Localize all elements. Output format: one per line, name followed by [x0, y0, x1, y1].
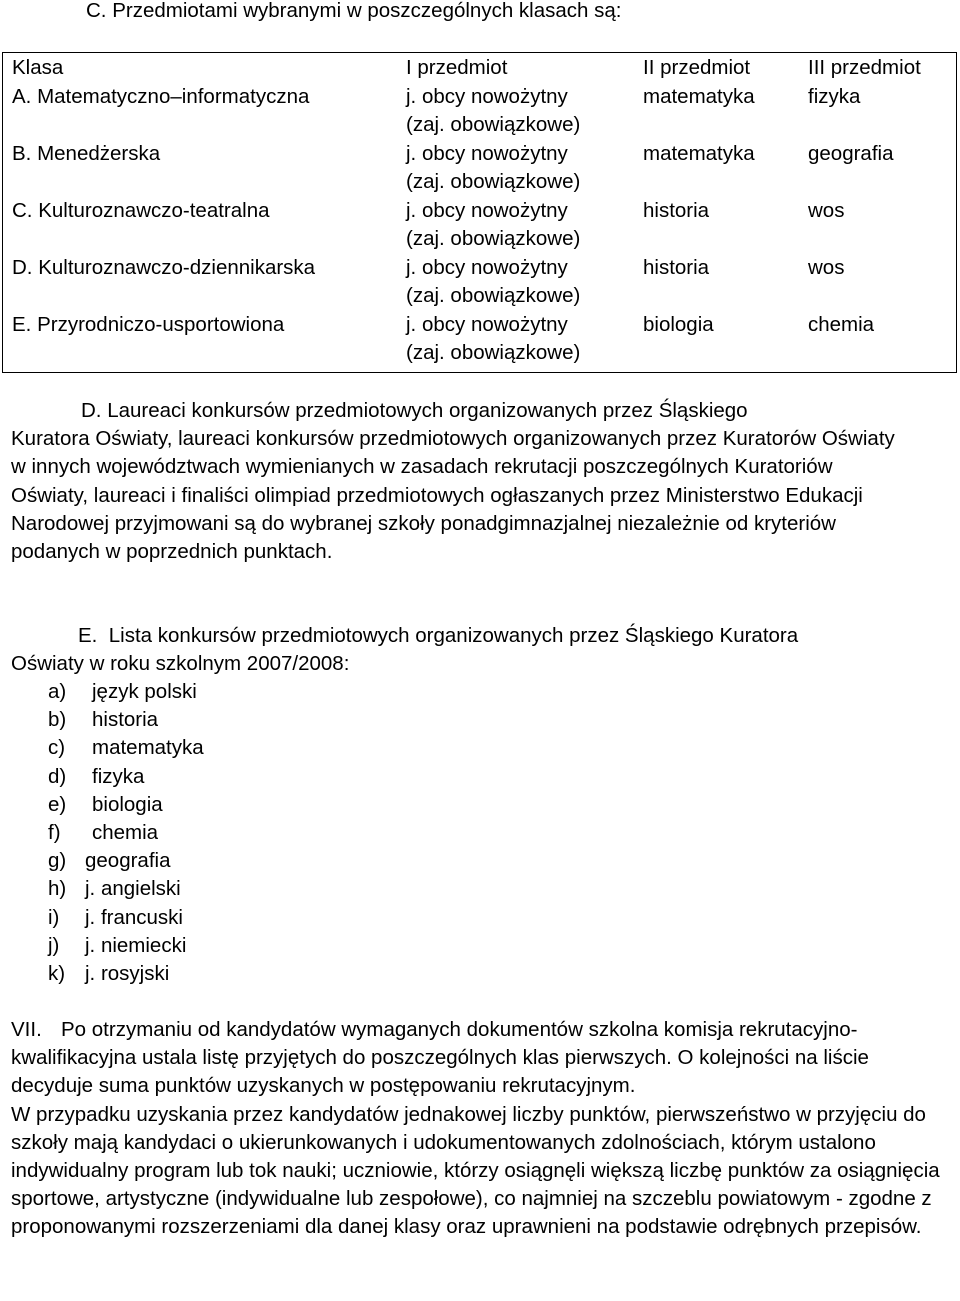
- section-vii-text-1: Po otrzymaniu od kandydatów wymaganych dokumentów szkolna komisja rekrutacyjno-kwalifikacyjna ustala listę przyjętych do poszczególnych klas pierwszych. O kolejności na liście decyduje suma punktów uzyskanych w postępowaniu rekrutacyjnym.: [11, 1018, 869, 1098]
- subjects-table: [2, 52, 957, 373]
- table-row: [3, 140, 957, 197]
- subject-1-line: j. obcy nowożytny: [406, 255, 568, 279]
- list-marker: a): [48, 680, 67, 703]
- list-item: [48, 904, 204, 932]
- subject-1-line: j. obcy nowożytny: [406, 312, 568, 336]
- subject-1: [397, 254, 634, 311]
- section-e-label: E.: [78, 624, 98, 647]
- table-row: [3, 311, 957, 373]
- list-marker: f): [48, 821, 61, 845]
- section-vii-paragraph-2: W przypadku uzyskania przez kandydatów jednakowej liczby punktów, pierwszeństwo w przyjęciu do szkoły mają kandydaci o ukierunkowanych i udokumentowanych zdolnościach, którym ustalono indywidualny program lub tok nauki; uczniowie, którzy osiągnęli większą liczbę punktów za osiągnięcia sportowe, artystyczne (indywidualne lub zespołowe), co najmniej na szczeblu powiatowym - zgodne z proponowanymi rozszerzeniami dla danej klasy oraz uprawnieni na podstawie odrębnych przepisów.: [11, 1102, 940, 1239]
- list-marker: j): [48, 933, 60, 957]
- list-item-text: j. rosyjski: [85, 962, 170, 986]
- section-e-first-text: Lista konkursów przedmiotowych organizowanych przez Śląskiego Kuratora: [108, 624, 799, 647]
- subject-1-line: j. obcy nowożytny: [406, 84, 568, 108]
- subject-3: chemia: [808, 312, 875, 336]
- list-item-text: biologia: [92, 792, 163, 816]
- list-item: [48, 678, 204, 706]
- section-d-first-line: [11, 397, 951, 425]
- list-item: [48, 875, 204, 903]
- section-e-second-line: Oświaty w roku szkolnym 2007/2008:: [11, 652, 350, 676]
- list-marker: b): [48, 708, 67, 732]
- section-vii-paragraph-1: [11, 1016, 951, 1101]
- subject-1-note: (zaj. obowiązkowe): [406, 170, 581, 193]
- subject-1: [397, 197, 634, 254]
- list-item: [48, 847, 204, 875]
- section-vii: [11, 1016, 951, 1242]
- section-e-intro: [11, 622, 951, 678]
- list-item-text: j. angielski: [85, 877, 181, 901]
- header-przedmiot-1: I przedmiot: [406, 56, 508, 79]
- header-przedmiot-2: II przedmiot: [643, 56, 751, 79]
- class-name: D. Kulturoznawczo-dziennikarska: [12, 255, 316, 279]
- section-d-text: Kuratora Oświaty, laureaci konkursów przedmiotowych organizowanych przez Kuratorów Oświaty w innych województwach wymienianych w zasadach rekrutacji poszczególnych Kuratoriów Oświaty, laureaci i finaliści olimpiad przedmiotowych ogłaszanych przez Ministerstwo Edukacji Narodowej przyjmowani są do wybranej szkoły ponadgimnazjalnej niezależnie od kryteriów podanych w poprzednich punktach.: [11, 427, 895, 564]
- list-item-text: j. francuski: [85, 905, 183, 929]
- section-d-first-text: Laureaci konkursów przedmiotowych organizowanych przez Śląskiego: [107, 399, 748, 422]
- class-name: E. Przyrodniczo-usportowiona: [12, 312, 285, 336]
- list-item-text: chemia: [92, 821, 159, 845]
- list-item-text: język polski: [92, 680, 197, 703]
- section-d-paragraph: [11, 397, 951, 566]
- list-marker: e): [48, 792, 67, 816]
- list-item: [48, 932, 204, 960]
- table-row: [3, 197, 957, 254]
- header-klasa: Klasa: [12, 56, 64, 79]
- list-marker: c): [48, 736, 66, 760]
- list-marker: k): [48, 962, 66, 986]
- subject-1-line: j. obcy nowożytny: [406, 141, 568, 165]
- subject-1-note: (zaj. obowiązkowe): [406, 113, 581, 136]
- list-item: [48, 734, 204, 762]
- subject-1: [397, 83, 634, 140]
- list-marker: i): [48, 905, 60, 929]
- subject-1: [397, 311, 634, 373]
- competition-list: [48, 678, 204, 988]
- subject-1-note: (zaj. obowiązkowe): [406, 227, 581, 250]
- subject-1: [397, 140, 634, 197]
- subject-2: biologia: [643, 312, 714, 336]
- list-marker: d): [48, 764, 67, 788]
- subject-2: matematyka: [643, 84, 755, 108]
- subject-3: fizyka: [808, 84, 861, 108]
- list-item: [48, 763, 204, 791]
- class-name: A. Matematyczno–informatyczna: [12, 84, 310, 108]
- list-item-text: historia: [92, 708, 159, 732]
- table-header-row: [3, 53, 957, 83]
- subject-3: wos: [808, 255, 845, 279]
- subject-2: historia: [643, 198, 710, 222]
- list-marker: h): [48, 877, 67, 901]
- table-row: [3, 254, 957, 311]
- subject-1-note: (zaj. obowiązkowe): [406, 341, 581, 364]
- list-item: [48, 706, 204, 734]
- list-item: [48, 791, 204, 819]
- section-vii-label: VII.: [11, 1018, 42, 1041]
- list-item-text: matematyka: [92, 736, 204, 760]
- subject-1-note: (zaj. obowiązkowe): [406, 284, 581, 307]
- section-d-label: D.: [81, 399, 102, 422]
- list-marker: g): [48, 849, 67, 873]
- subject-3: geografia: [808, 141, 894, 165]
- subject-2: matematyka: [643, 141, 755, 165]
- class-name: B. Menedżerska: [12, 141, 161, 165]
- list-item: [48, 819, 204, 847]
- list-item-text: geografia: [85, 849, 171, 873]
- subject-3: wos: [808, 198, 845, 222]
- table-row: [3, 83, 957, 140]
- class-name: C. Kulturoznawczo-teatralna: [12, 198, 270, 222]
- list-item-text: fizyka: [92, 764, 145, 788]
- section-c-heading: C. Przedmiotami wybranymi w poszczególnych klasach są:: [86, 0, 622, 22]
- list-item-text: j. niemiecki: [85, 933, 187, 957]
- subject-2: historia: [643, 255, 710, 279]
- list-item: [48, 960, 204, 988]
- subject-1-line: j. obcy nowożytny: [406, 198, 568, 222]
- section-e-first-line: [11, 622, 951, 650]
- header-przedmiot-3: III przedmiot: [808, 56, 921, 79]
